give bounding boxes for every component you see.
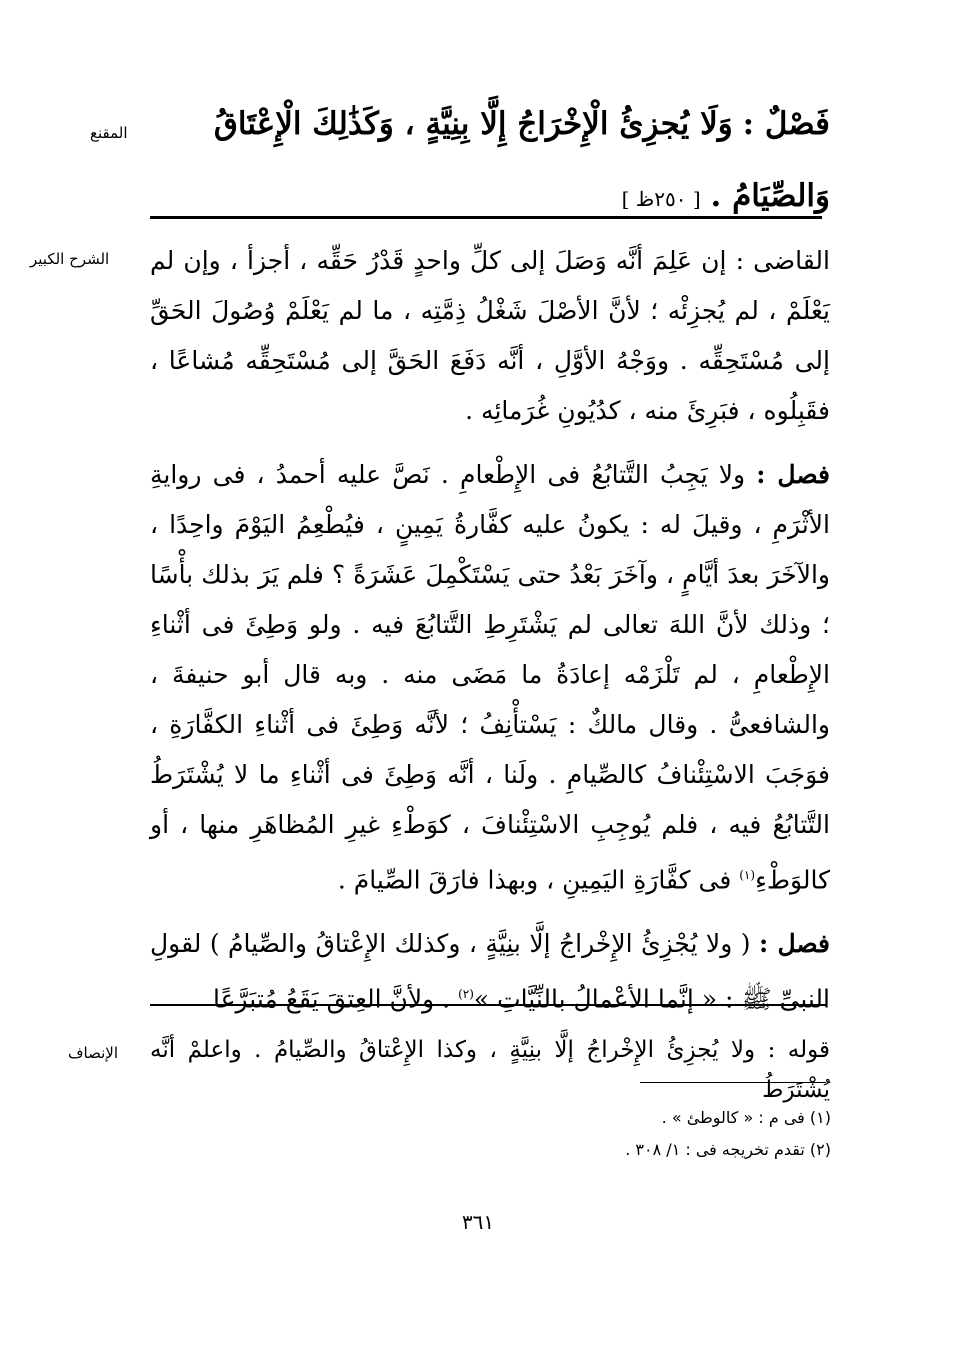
muqni-text: [150, 88, 830, 235]
page-number: ٣٦١: [461, 1210, 495, 1234]
insaf-divider: [150, 1004, 826, 1006]
muqni-line2: وَالصِّيَامُ .: [710, 178, 830, 214]
side-label-sharh: الشرح الكبير: [30, 250, 110, 268]
manuscript-ref: [ ٢٥٠ظ ]: [621, 187, 701, 211]
side-label-insaf: الإنصاف: [68, 1044, 119, 1062]
sharh-para-2-text: ولا يَجِبُ التَّتابُعُ فى الإِطْعامِ . نَصَّ عليه أحمدُ ، فى روايةِ الأثْرَمِ ، وقيلَ له : يكونُ عليه كفَّارةُ يَمِينٍ ، فيُطْعِمُ اليَوْمَ واحِدًا ، والآخَرَ بعدَ أيَّامٍ ، وآخَرَ بَعْدُ حتى يَسْتَكْمِلَ عَشَرَةً ؟ فلم يَرَ بذلك بأْسًا ؛ وذلك لأنَّ اللهَ تعالى لم يَشْتَرِطِ التَّتابُعَ فيه . ولو وَطِئَ فى أثْناءِ الإِطْعامِ ، لم تَلْزَمْه إعادَةُ ما مَضَى منه . وبه قال أبو حنيفةَ ، والشافعىُّ . وقال مالكٌ : يَسْتأْنِفُ ؛ لأنَّه وَطِئَ فى أثْناءِ الكفَّارَةِ ، فوَجَبَ الاسْتِئْنافُ كالصِّيامِ . ولَنا ، أنَّه وَطِئَ فى أثْناءِ ما لا يُشْتَرَطُ التَّتابُعُ فيه ، فلم يُوجِبِ الاسْتِئْنافَ ، كوَطْءِ غيرِ المُظاهَرِ منها ، أو كالوَطْءِ: [150, 460, 830, 895]
footnote-1: (١) فى م : « كالوطئ » .: [661, 1108, 831, 1127]
muqni-heading: فَصْلٌ :: [742, 106, 830, 142]
sharh-para-3-end: . ولأنَّ العِتقَ يَقَعُ مُتبَرَّعًا: [212, 984, 451, 1014]
footnotes: [625, 1102, 831, 1166]
footnote-ref-1: (١): [739, 868, 756, 882]
footnote-2: (٢) تقدم تخريجه فى : ١/ ٣٠٨ .: [625, 1140, 831, 1159]
sharh-para-2: [150, 450, 830, 905]
sharh-text: [150, 236, 830, 1025]
insaf-text: قوله : ولا يُجزِئُ الإِخْراجُ إلَّا بنِيَّةٍ ، وكذا الإِعْتاقُ والصِّيامُ . واعلمْ أنَّه يُشْتَرَطُ: [150, 1037, 830, 1103]
muqni-line1: وَلَا يُجزِئُ الْإِخْرَاجُ إِلَّا بِنِيَّةٍ ، وَكَذَٰلِكَ الْإِعْتَاقُ: [213, 106, 733, 142]
footnote-ref-2: (٢): [458, 987, 474, 1002]
sharh-para-2-end: فى كفَّارَةِ اليَمِينِ ، وبهذا فارَقَ الصِّيامَ .: [337, 865, 732, 895]
header-divider: [150, 216, 822, 219]
fasl-heading: فصل :: [758, 929, 831, 959]
side-label-muqni: المقنع: [90, 124, 128, 142]
footnote-divider: [640, 1082, 826, 1083]
fasl-heading: فصل :: [756, 460, 830, 489]
sharh-para-3-text: ( ولا يُجْزِئُ الإِخْراجُ إلَّا بنِيَّةٍ ، وكذلك الإِعْتاقُ والصِّيامُ ) لقولِ النبىِّ ﷺ : « إنَّما الأعْمالُ بالنِّيَّاتِ »: [150, 929, 830, 1014]
sharh-para-1: القاضى : إن عَلِمَ أنَّه وَصَلَ إلى كلِّ واحدٍ قَدْرُ حَقِّه ، أجزأ ، وإن لم يَعْلَمْ ، لم يُجزِئْه ؛ لأنَّ الأصْلَ شَغْلُ ذِمَّتِه ، ما لم يَعْلَمْ وُصُولَ الحَقِّ إلى مُسْتَحِقِّه . ووَجْهُ الأوَّلِ ، أنَّه دَفَعَ الحَقَّ إلى مُسْتَحِقِّه مُشاعًا ، فقَبِلُوه ، فبَرِئَ منه ، كدُيُونِ غُرَمائِه .: [150, 246, 830, 425]
sharh-para-3: [150, 919, 830, 1024]
